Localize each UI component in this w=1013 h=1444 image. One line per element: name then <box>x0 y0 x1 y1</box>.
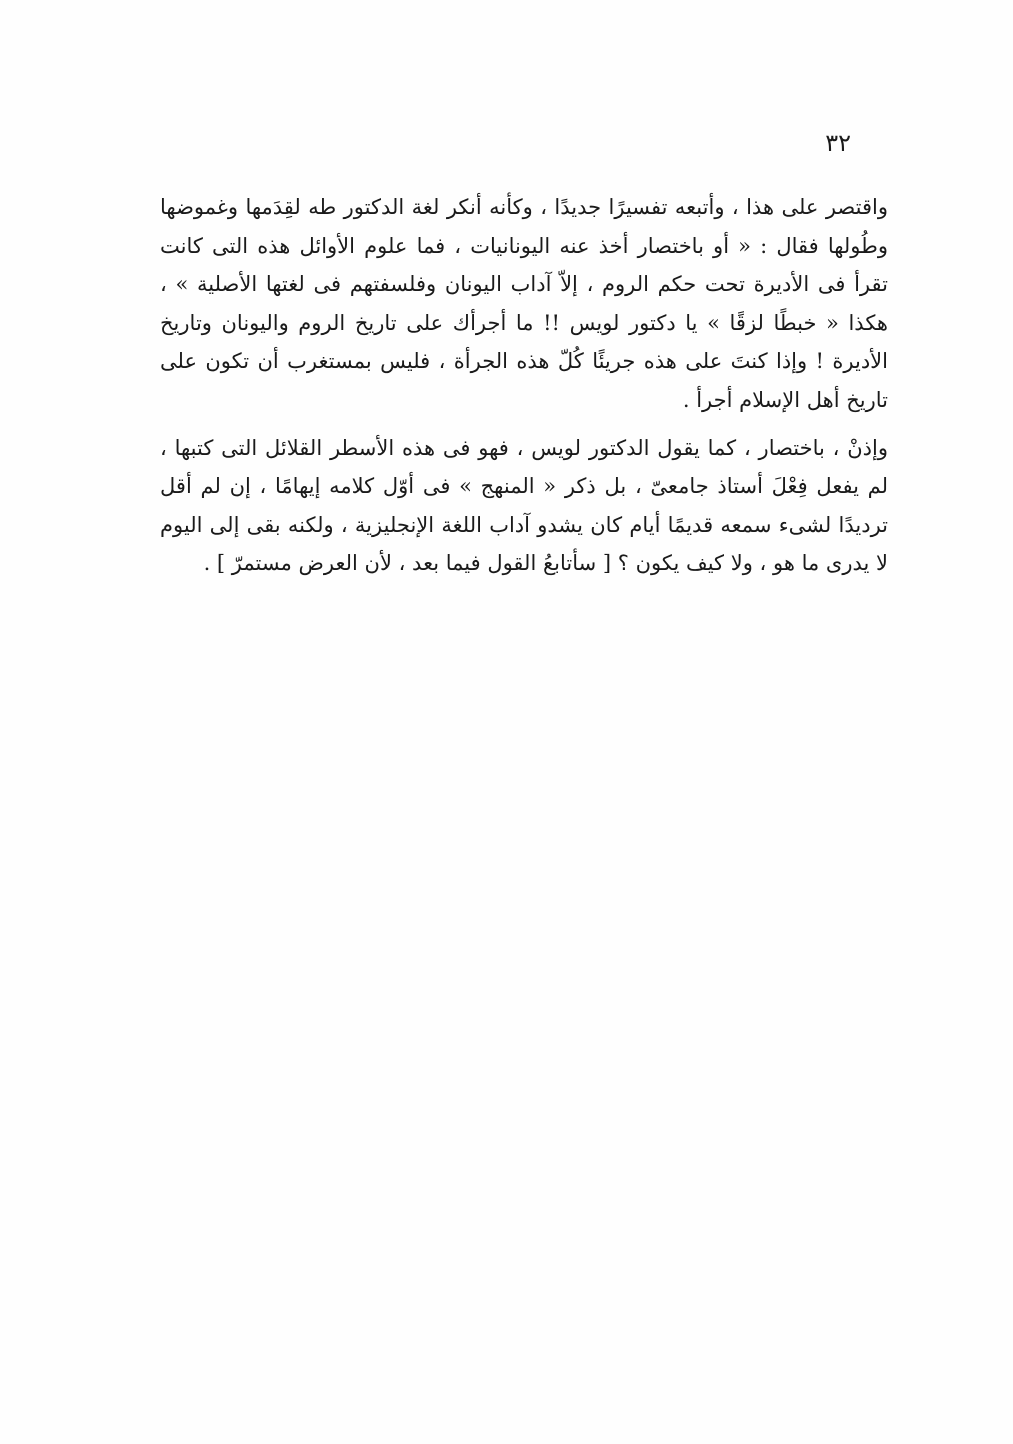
body-text <box>160 188 888 583</box>
paragraph: وإذنْ ، باختصار ، كما يقول الدكتور لويس ، فهو فى هذه الأسطر القلائل التى كتبها ، لم يفعل فِعْلَ أستاذ جامعىّ ، بل ذكر « المنهج » فى أوّل كلامه إيهامًا ، إن لم أقل ترديدًا لشىء سمعه قديمًا أيام كان يشدو آداب اللغة الإنجليزية ، ولكنه بقى إلى اليوم لا يدرى ما هو ، ولا كيف يكون ؟ [ سأتابعُ القول فيما بعد ، لأن العرض مستمرّ ] . <box>160 435 888 576</box>
page-number: ٣٢ <box>825 129 851 157</box>
paragraph: واقتصر على هذا ، وأتبعه تفسيرًا جديدًا ، وكأنه أنكر لغة الدكتور طه لقِدَمها وغموضها وطُولها فقال : « أو باختصار أخذ عنه اليونانيات ، فما علوم الأوائل هذه التى كانت تقرأ فى الأديرة تحت حكم الروم ، إلاّ آداب اليونان وفلسفتهم فى لغتها الأصلية » ، هكذا « خبطًا لزقًا » يا دكتور لويس !! ما أجرأك على تاريخ الروم واليونان وتاريخ الأديرة ! وإذا كنتَ على هذه جريئًا كُلّ هذه الجرأة ، فليس بمستغرب أن تكون على تاريخ أهل الإسلام أجرأ . <box>160 195 888 412</box>
